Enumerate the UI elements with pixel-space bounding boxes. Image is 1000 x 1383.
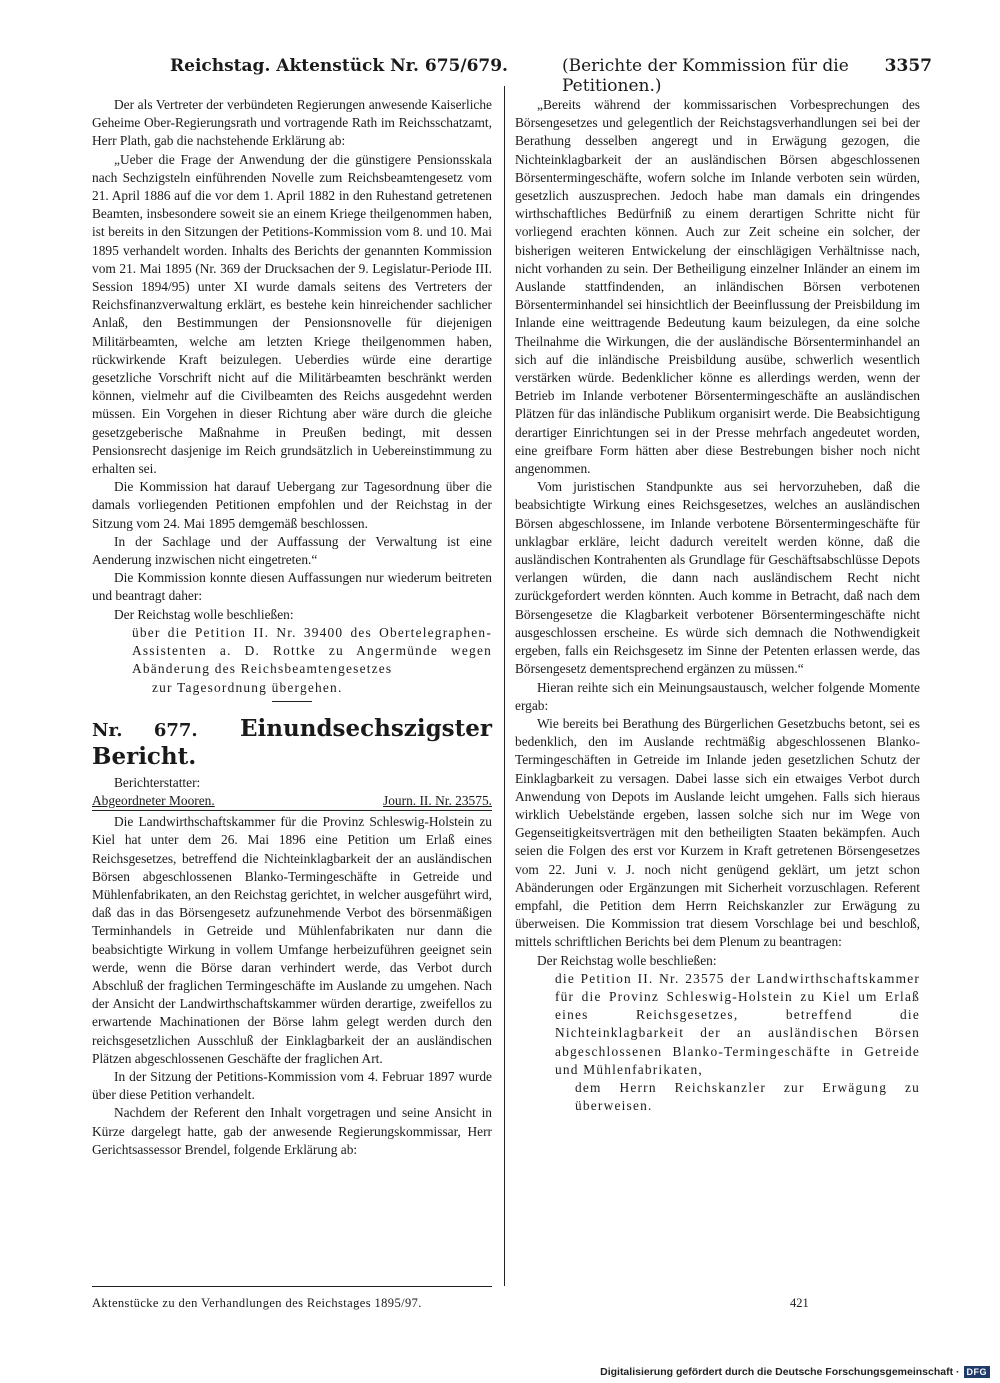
reporter-name: Abgeordneter Mooren.	[92, 792, 215, 808]
paragraph: Die Kommission konnte diesen Auffassungen nur wiederum beitreten und beantragt daher:	[92, 570, 492, 604]
quoted-paragraph: „Ueber die Frage der Anwendung der die günstigere Pensionsskala nach Sechzigsteln einführenden Novelle zum Reichsbeamtengesetz vom 21. April 1886 auf die vor dem 1. April 1882 in den Ruhestand getretenen Beamten, insbesondere soweit sie an einem Kriege theilgenommen haben, ist bereits in den Sitzungen der Petitions-Kommission vom 8. und 10. Mai 1895 verhandelt worden. Inhalts des Berichts der genannten Kommission vom 21. Mai 1895 (Nr. 369 der Drucksachen der 9. Legislatur-Periode III. Session 1894/95) unter XI wurde damals seitens des Vertreters der Reichsfinanzverwaltung erklärt, es bestehe kein hinreichender sachlicher Anlaß, den Bestimmungen der Pensionsnovelle für diejenigen Militärbeamten, welche am letzten Kriege theilgenommen haben, rückwirkende Kraft beizulegen. Ueberdies würde eine derartige gesetzliche Vorschrift nicht auf die Militärbeamten beschränkt werden können, vielmehr auf die Civilbeamten des Reichs ausgedehnt werden müssen. Ein Vorgehen in dieser Richtung aber wäre durch die gleiche gesetzgeberische Maßnahme in Preußen bedingt, mit dessen Pensionsrecht dasjenige im Reich grundsätzlich in Uebereinstimmung zu erhalten sei.	[92, 151, 492, 477]
header-middle: (Berichte der Kommission für die Petitionen.)	[562, 56, 849, 96]
paragraph: Die Landwirthschaftskammer für die Provinz Schleswig-Holstein zu Kiel hat unter dem 26. Mai 1896 eine Petition um Erlaß eines Reichsgesetzes, betreffend die Nichteinklagbarkeit der an ausländischen Börsen abgeschlossenen Blanko-Termingeschäfte in Getreide und Mühlenfabrikaten, an den Reichstag gerichtet, in welcher ausgeführt wird, daß das in das Börsengesetz aufzunehmende Verbot des börsenmäßigen Terminhandels in Getreide und Mühlenfabrikaten nur dann die beabsichtigte Wirkung in vollem Umfange herbeizuführen geeignet sein werde, wenn die Börse daran verhindert werde, das Verbot durch Abschluß der fraglichen Termingeschäfte im Auslande zu umgehen. Nach der Ansicht der Landwirthschaftskammer würden derartige, zweifellos zu erwartende Machinationen der Börse lahm gelegt werden durch den reichsgesetzlichen Ausschluß der Einklagbarkeit der an ausländischen Plätzen abgeschlossenen Geschäfte der fraglichen Art.	[92, 814, 492, 1066]
separator-rule	[272, 701, 312, 702]
dfg-logo-icon: DFG	[964, 1366, 991, 1378]
running-head	[92, 56, 932, 96]
paragraph: Die Kommission hat darauf Uebergang zur Tagesordnung über die damals vorliegenden Petitionen empfohlen und der Reichstag in der Sitzung vom 24. Mai 1895 demgemäß beschlossen.	[92, 479, 492, 531]
motion-intro: Der Reichstag wolle beschließen:	[114, 606, 294, 622]
report-title: Einundsechszigster Bericht.	[92, 714, 492, 770]
reporter-label: Berichterstatter:	[114, 774, 201, 790]
motion-end: zur Tagesordnung übergehen.	[152, 679, 343, 695]
paragraph: Der als Vertreter der verbündeten Regierungen anwesende Kaiserliche Geheime Ober-Regierungsrath und vortragende Rath im Reichsschatzamt, Herr Plath, gab die nachstehende Erklärung ab:	[92, 97, 492, 149]
paragraph: Nachdem der Referent den Inhalt vorgetragen und seine Ansicht in Kürze dargelegt hatte, gab der anwesende Regierungskommissar, Herr Gerichtsassessor Brendel, folgende Erklärung ab:	[92, 1105, 492, 1157]
paragraph: Wie bereits bei Berathung des Bürgerlichen Gesetzbuchs betont, sei es bedenklich, den im Auslande rechtmäßig abgeschlossenen Blanko-Termingeschäften in Getreide im Inlande jeden gesetzlichen Schutz der Einklagbarkeit zu versagen. Dabei lasse sich ein etwaiges Verbot durch Anwendung von Depots im Auslande leicht umgehen. Falls sich hieraus wirklich Uebelstände ergeben, lassen solche sich nur im Wege von Gegenseitigkeitsverträgen mit den betheiligten Staaten bekämpfen. Auch seien die Folgen des erst vor Kurzem in Kraft getretenen Börsengesetzes vom 22. Juni v. J. noch nicht genügend geklärt, um jetzt schon Abänderungen oder Ergänzungen mit Sicherheit vorzuschlagen. Referent empfahl, die Petition dem Herrn Reichskanzler zur Erwägung zu überweisen. Die Kommission trat diesem Vorschlage bei und beschloß, mittels schriftlichen Berichts bei dem Plenum zu beantragen:	[515, 715, 920, 950]
paragraph: In der Sachlage und der Auffassung der Verwaltung ist eine Aenderung inzwischen nicht eingetreten.“	[92, 533, 492, 568]
report-heading	[92, 716, 492, 770]
paragraph: Hieran reihte sich ein Meinungsaustausch, welcher folgende Momente ergab:	[515, 679, 920, 713]
motion-body: die Petition II. Nr. 23575 der Landwirthschaftskammer für die Provinz Schleswig-Holstein zu Kiel um Erlaß eines Reichsgesetzes, betreffend die Nichteinklagbarkeit der an ausländischen Börsen abgeschlossenen Blanko-Termingeschäfte in Getreide und Mühlenfabrikaten,	[555, 970, 920, 1077]
motion-body: über die Petition II. Nr. 39400 des Obertelegraphen-Assistenten a. D. Rottke zu Angermünde wegen Abänderung des Reichsbeamtengesetzes	[132, 624, 492, 677]
motion-intro: Der Reichstag wolle beschließen:	[537, 952, 717, 968]
reporter-row	[92, 792, 492, 811]
journal-number: Journ. II. Nr. 23575.	[383, 792, 492, 808]
footer-title: Aktenstücke zu den Verhandlungen des Reichstages 1895/97.	[92, 1296, 422, 1310]
page-number: 3357	[884, 56, 932, 76]
sheet-signature: 421	[790, 1296, 809, 1310]
column-divider	[504, 86, 505, 1286]
quoted-paragraph: „Bereits während der kommissarischen Vorbesprechungen des Börsengesetzes und gelegentlich der Reichstagsverhandlungen sei bei der Berathung desselben angeregt und in Erwägung gezogen, die Nichteinklagbarkeit der an ausländischen Börsen abgeschlossenen Börsentermingeschäfte, wofern solche im Inlande verboten sein würden, gesetzlich auszusprechen. Jedoch habe man damals ein dringendes wirthschaftliches Bedürfniß zu einem derartigen Schritte nicht für vorliegend erachten können. Auch zur Zeit scheine ein solcher, der bisherigen weiteren Entwickelung der einschlägigen Verhältnisse nach, nicht vorhanden zu sein. Der Betheiligung einzelner Inländer an einem im Auslande stattfindenden, an inländischen Börsen verbotenen Börsenterminhandel sei hinsichtlich der Beeinflussung der Preisbildung im Inlande eine weittragende Bedeutung kaum beizulegen, da eine solche Theilnahme die Wirkungen, die der ausländische Börsenterminhandel an sich auf die inländische Preisbildung ausübe, schwerlich wesentlich verstärken würde. Bedenklicher könne es allerdings werden, wenn der Betrieb im Inlande verbotener Börsentermingeschäfte an ausländischen Plätzen für das inländische Publikum organisirt werde. Die Beabsichtigung derartiger Einrichtungen sei in der Presse mehrfach angedeutet worden, eine greifbare Form hätten aber diese Bestrebungen bisher noch nicht angenommen.	[515, 97, 920, 477]
report-number: Nr. 677.	[92, 719, 198, 741]
funding-text: Digitalisierung gefördert durch die Deutsche Forschungsgemeinschaft ·	[600, 1366, 960, 1378]
funding-note	[600, 1366, 990, 1378]
right-column	[515, 96, 920, 1115]
paragraph: Vom juristischen Standpunkte aus sei hervorzuheben, daß die beabsichtigte Wirkung eines Reichsgesetzes, welches an ausländischen Börsen abgeschlossene, im Inlande verbotene Börsentermingeschäfte für unklagbar erkläre, leicht dadurch vereitelt werden könne, daß die ausländischen Kontrahenten als Grundlage für Geschäftsabschlüsse Depots verlangen würden, die dann nach ausländischem Recht nicht zurückgefordert werden könnten. Auch komme in Betracht, daß nach dem Börsengesetze die Klagbarkeit verbotener Börsentermingeschäfte nicht ausgeschlossen erscheine. Es würde sich demnach die Nothwendigkeit ergeben, falls ein Reichsgesetz im Sinne der Petenten erlassen werde, das Börsengesetz dementsprechend ergänzen zu müssen.“	[515, 479, 920, 677]
footer-rule	[92, 1286, 492, 1287]
header-left: Reichstag. Aktenstück Nr. 675/679.	[170, 56, 508, 76]
motion-end: dem Herrn Reichskanzler zur Erwägung zu überweisen.	[575, 1079, 920, 1114]
left-column	[92, 96, 492, 1159]
paragraph: In der Sitzung der Petitions-Kommission vom 4. Februar 1897 wurde über diese Petition verhandelt.	[92, 1068, 492, 1103]
